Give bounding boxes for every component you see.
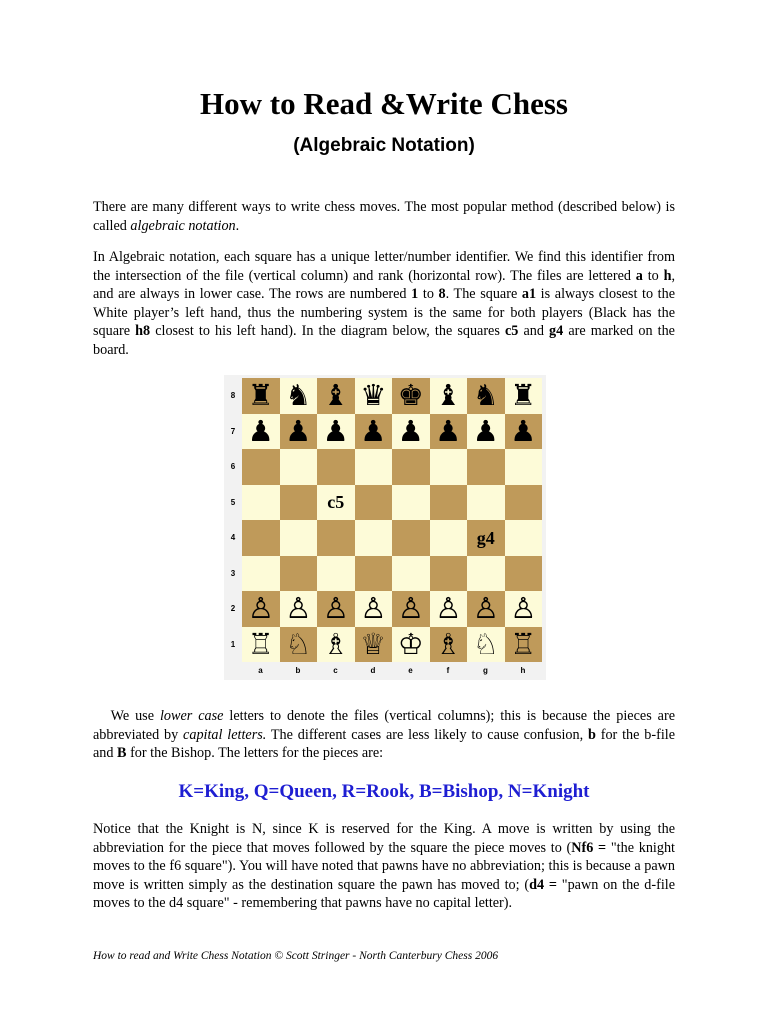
square-g8 bbox=[467, 378, 505, 414]
chess-piece-icon: ♟ bbox=[285, 413, 312, 448]
text: There are many different ways to write chess moves. The most popular method (described below) is called bbox=[93, 199, 675, 234]
square-b6 bbox=[280, 449, 318, 485]
text: Notice that the Knight is N, since K is reserved for the King. A move is written by using the abbreviation for the piece that moves followed by the square the piece moves to ( bbox=[93, 821, 675, 856]
text: for the b-file and bbox=[93, 726, 675, 762]
bold: B bbox=[117, 745, 127, 762]
chess-piece-icon: ♙ bbox=[472, 591, 499, 626]
text: letters to denote the files (vertical columns); this is because the pieces are abbreviated by bbox=[93, 708, 675, 743]
square-b5 bbox=[280, 485, 318, 521]
chess-piece-icon: ♟ bbox=[360, 413, 387, 448]
text: to bbox=[642, 267, 664, 284]
chess-piece-icon: ♞ bbox=[472, 378, 499, 413]
text: is always closest to the White player’s left hand, thus the numbering system is the same for both players (Black has the square bbox=[93, 286, 676, 340]
square-h5 bbox=[505, 485, 543, 521]
square-a7 bbox=[242, 414, 280, 450]
square-a6 bbox=[242, 449, 280, 485]
chess-piece-icon: ♗ bbox=[322, 626, 349, 661]
square-h2 bbox=[505, 591, 543, 627]
square-d2 bbox=[355, 591, 393, 627]
chess-piece-icon: ♟ bbox=[322, 413, 349, 448]
bold: b bbox=[587, 726, 596, 743]
footer: How to read and Write Chess Notation © Scott Stringer - North Canterbury Chess 2006 bbox=[93, 950, 499, 962]
square-c8 bbox=[317, 378, 355, 414]
page-title: How to Read &Write Chess bbox=[200, 86, 568, 121]
text: In Algebraic notation, each square has a unique letter/number identifier. We find this identifier from the intersection of the file (vertical column) and rank (horizontal row). The files are lettered bbox=[93, 249, 675, 284]
square-g7 bbox=[467, 414, 505, 450]
file-label: a bbox=[258, 666, 263, 675]
square-d3 bbox=[355, 556, 393, 592]
text: , and are always in lower case. The rows are numbered bbox=[93, 267, 675, 303]
rank-label: 8 bbox=[230, 391, 236, 400]
case-paragraph bbox=[93, 707, 675, 763]
square-a8 bbox=[242, 378, 280, 414]
file-label: f bbox=[446, 666, 450, 675]
square-d7 bbox=[355, 414, 393, 450]
square-d6 bbox=[355, 449, 393, 485]
square-c6 bbox=[317, 449, 355, 485]
text: closest to his left hand). In the diagram below, the squares bbox=[150, 323, 505, 340]
square-label: c5 bbox=[327, 492, 345, 513]
move-paragraph bbox=[93, 820, 675, 913]
square-f5 bbox=[430, 485, 468, 521]
text: for the Bishop. The letters for the pieces are: bbox=[126, 745, 384, 762]
square-e7 bbox=[392, 414, 430, 450]
chess-piece-icon: ♟ bbox=[247, 413, 274, 448]
square-c3 bbox=[317, 556, 355, 592]
square-e4 bbox=[392, 520, 430, 556]
rank-label: 6 bbox=[230, 462, 236, 471]
file-label: b bbox=[295, 666, 301, 675]
square-g2 bbox=[467, 591, 505, 627]
text: The different cases are less likely to cause confusion, bbox=[266, 726, 588, 743]
chess-piece-icon: ♖ bbox=[510, 626, 537, 661]
page-subtitle: (Algebraic Notation) bbox=[293, 135, 475, 156]
square-h3 bbox=[505, 556, 543, 592]
square-a3 bbox=[242, 556, 280, 592]
chess-piece-icon: ♙ bbox=[510, 591, 537, 626]
square-g4 bbox=[467, 520, 505, 556]
square-h4 bbox=[505, 520, 543, 556]
square-h6 bbox=[505, 449, 543, 485]
square-e5 bbox=[392, 485, 430, 521]
square-f4 bbox=[430, 520, 468, 556]
square-a1 bbox=[242, 627, 280, 663]
rank-label: 4 bbox=[230, 533, 236, 542]
square-b2 bbox=[280, 591, 318, 627]
chess-piece-icon: ♚ bbox=[397, 378, 424, 413]
square-f6 bbox=[430, 449, 468, 485]
chess-piece-icon: ♙ bbox=[435, 591, 462, 626]
chess-piece-icon: ♟ bbox=[397, 413, 424, 448]
chess-piece-icon: ♖ bbox=[247, 626, 274, 661]
bold: a bbox=[635, 267, 643, 284]
file-label: e bbox=[408, 666, 413, 675]
chess-piece-icon: ♗ bbox=[435, 626, 462, 661]
file-label: g bbox=[483, 666, 488, 675]
square-g1 bbox=[467, 627, 505, 663]
bold: d4 = bbox=[529, 876, 557, 893]
square-e6 bbox=[392, 449, 430, 485]
text: to bbox=[418, 286, 439, 303]
file-label: h bbox=[520, 666, 526, 675]
square-b7 bbox=[280, 414, 318, 450]
square-c7 bbox=[317, 414, 355, 450]
chess-piece-icon: ♜ bbox=[510, 378, 537, 413]
chess-piece-icon: ♟ bbox=[435, 413, 462, 448]
bold: h8 bbox=[135, 323, 151, 340]
text: and bbox=[518, 323, 550, 340]
bold: h bbox=[663, 267, 672, 284]
emphasis: capital letters. bbox=[183, 726, 267, 743]
square-h7 bbox=[505, 414, 543, 450]
square-b1 bbox=[280, 627, 318, 663]
square-c4 bbox=[317, 520, 355, 556]
chess-piece-icon: ♙ bbox=[397, 591, 424, 626]
square-b4 bbox=[280, 520, 318, 556]
bold: 8 bbox=[438, 286, 446, 303]
rank-label: 1 bbox=[230, 639, 236, 649]
rank-label: 3 bbox=[230, 568, 236, 578]
square-g6 bbox=[467, 449, 505, 485]
bold: a1 bbox=[521, 286, 537, 303]
text: . bbox=[235, 217, 240, 234]
chess-piece-icon: ♝ bbox=[322, 378, 349, 413]
square-c2 bbox=[317, 591, 355, 627]
text: "pawn on the d-file moves to the d4 square" - remembering that pawns have no capital letter). bbox=[93, 876, 675, 912]
chess-piece-icon: ♜ bbox=[247, 378, 274, 413]
chess-piece-icon: ♘ bbox=[285, 626, 312, 661]
rank-label: 7 bbox=[230, 426, 236, 436]
chess-piece-icon: ♙ bbox=[322, 591, 349, 626]
square-d8 bbox=[355, 378, 393, 414]
square-f3 bbox=[430, 556, 468, 592]
chess-diagram bbox=[224, 375, 546, 680]
emphasis: lower case bbox=[159, 708, 224, 724]
file-label: c bbox=[333, 666, 338, 675]
chess-piece-icon: ♟ bbox=[510, 413, 537, 448]
bold: c5 bbox=[504, 323, 519, 340]
square-c1 bbox=[317, 627, 355, 663]
intro-paragraph bbox=[93, 198, 675, 235]
bold: Nf6 = bbox=[571, 839, 607, 856]
emphasis: algebraic notation bbox=[130, 217, 236, 234]
file-label: d bbox=[370, 666, 376, 675]
square-e2 bbox=[392, 591, 430, 627]
chess-piece-icon: ♙ bbox=[247, 591, 274, 626]
square-h8 bbox=[505, 378, 543, 414]
square-e3 bbox=[392, 556, 430, 592]
rank-label: 5 bbox=[230, 497, 236, 507]
square-label: g4 bbox=[476, 527, 495, 548]
chess-piece-icon: ♟ bbox=[472, 413, 499, 448]
text: are marked on the board. bbox=[93, 323, 675, 358]
text: . The square bbox=[445, 286, 522, 303]
square-d5 bbox=[355, 485, 393, 521]
square-d1 bbox=[355, 627, 393, 663]
square-f1 bbox=[430, 627, 468, 663]
square-h1 bbox=[505, 627, 543, 663]
bold: 1 bbox=[411, 286, 419, 303]
square-e8 bbox=[392, 378, 430, 414]
chess-piece-icon: ♔ bbox=[397, 626, 424, 661]
piece-abbreviations: K=King, Q=Queen, R=Rook, B=Bishop, N=Knight bbox=[178, 781, 590, 802]
square-a4 bbox=[242, 520, 280, 556]
chess-piece-icon: ♕ bbox=[360, 626, 387, 661]
chess-board bbox=[242, 378, 542, 662]
rank-label: 2 bbox=[230, 604, 236, 613]
square-b3 bbox=[280, 556, 318, 592]
square-d4 bbox=[355, 520, 393, 556]
chess-piece-icon: ♙ bbox=[285, 591, 312, 626]
square-c5 bbox=[317, 485, 355, 521]
chess-piece-icon: ♝ bbox=[435, 378, 462, 413]
chess-piece-icon: ♙ bbox=[360, 591, 387, 626]
chess-piece-icon: ♞ bbox=[285, 378, 312, 413]
algebraic-paragraph bbox=[93, 248, 675, 360]
square-f8 bbox=[430, 378, 468, 414]
square-b8 bbox=[280, 378, 318, 414]
square-g5 bbox=[467, 485, 505, 521]
chess-piece-icon: ♛ bbox=[360, 378, 387, 413]
bold: g4 bbox=[549, 323, 564, 340]
text: "the knight moves to the f6 square"). You will have noted that pawns have no abbreviation; this is because a pawn move is written simply as the destination square the pawn has moved to; ( bbox=[93, 839, 675, 893]
square-a5 bbox=[242, 485, 280, 521]
square-f2 bbox=[430, 591, 468, 627]
square-e1 bbox=[392, 627, 430, 663]
text: We use bbox=[93, 708, 160, 724]
chess-piece-icon: ♘ bbox=[472, 626, 499, 661]
square-f7 bbox=[430, 414, 468, 450]
square-g3 bbox=[467, 556, 505, 592]
square-a2 bbox=[242, 591, 280, 627]
